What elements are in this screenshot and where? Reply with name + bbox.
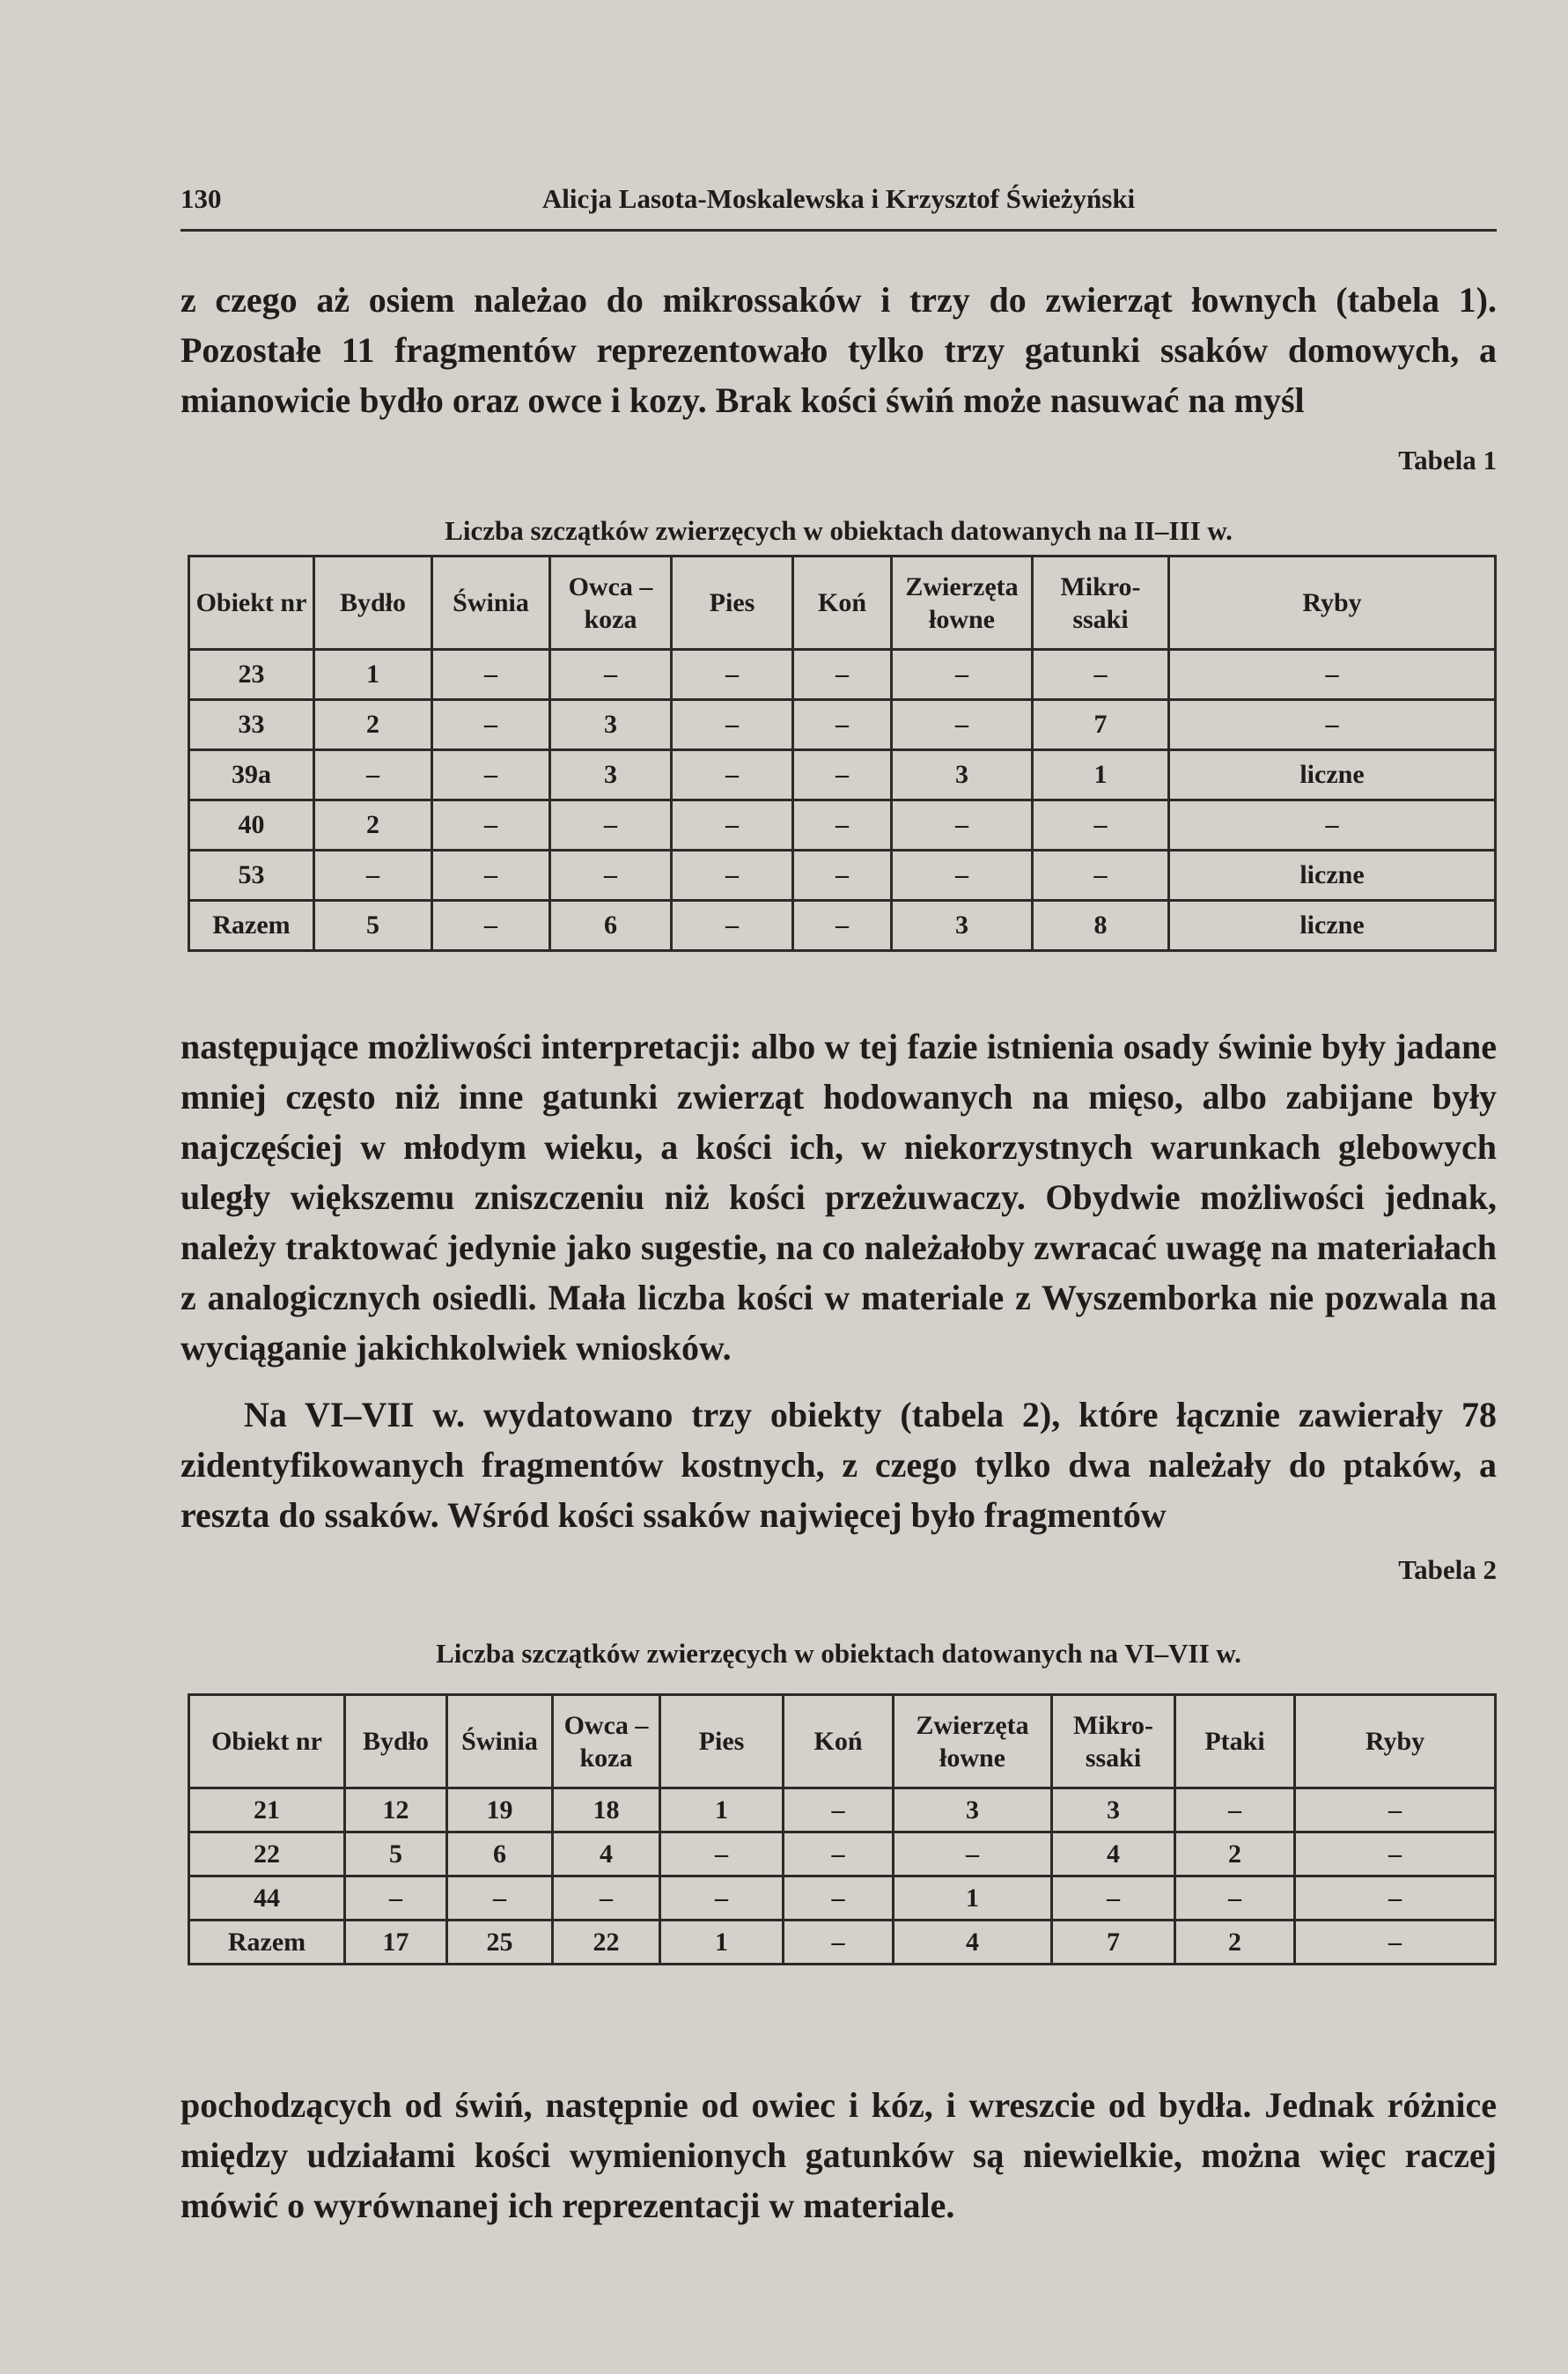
header-cell: Koń <box>784 1695 894 1788</box>
table-cell: – <box>892 851 1033 901</box>
table-cell: 3 <box>550 700 672 750</box>
table-row <box>189 700 1496 750</box>
header-cell: Świnia <box>447 1695 553 1788</box>
table-cell: 4 <box>1052 1832 1175 1876</box>
table-cell: – <box>784 1832 894 1876</box>
table-cell: – <box>892 650 1033 700</box>
table-cell: 3 <box>894 1788 1052 1832</box>
table-cell: 4 <box>894 1921 1052 1965</box>
header-cell: Pies <box>672 557 793 650</box>
table-cell: 2 <box>1175 1921 1295 1965</box>
table-header-row <box>189 557 1496 650</box>
table-cell: – <box>1033 851 1169 901</box>
paragraph-3: Na VI–VII w. wydatowano trzy obiekty (tabela 2), które łącznie zawierały 78 zidentyfikowanych fragmentów kostnych, z czego tylko dwa należały do ptaków, a reszta do ssaków. Wśród kości ssaków najwięcej było fragmentów <box>180 1395 1497 1535</box>
table-cell: – <box>672 700 793 750</box>
page-header <box>180 183 1497 227</box>
table-cell: 1 <box>660 1788 784 1832</box>
header-cell: Mikro-ssaki <box>1052 1695 1175 1788</box>
table-cell: – <box>672 901 793 951</box>
table-cell: 6 <box>447 1832 553 1876</box>
table-cell: – <box>793 800 892 851</box>
page-number: 130 <box>180 183 222 214</box>
table-cell: 1 <box>1033 750 1169 800</box>
table-cell: – <box>672 851 793 901</box>
table-row <box>189 1788 1496 1832</box>
table-cell: 7 <box>1052 1921 1175 1965</box>
header-cell: Obiekt nr <box>189 1695 345 1788</box>
table-cell: – <box>432 650 550 700</box>
table-cell: 2 <box>1175 1832 1295 1876</box>
table-cell: – <box>793 700 892 750</box>
table-cell: – <box>432 901 550 951</box>
running-head: Alicja Lasota-Moskalewska i Krzysztof Świeżyński <box>541 183 1136 214</box>
table-cell: – <box>784 1876 894 1921</box>
table-cell: 22 <box>553 1921 660 1965</box>
table-cell: – <box>432 700 550 750</box>
table-cell: 25 <box>447 1921 553 1965</box>
header-rule <box>180 229 1497 232</box>
table-cell: 1 <box>894 1876 1052 1921</box>
table-cell: – <box>550 650 672 700</box>
table-row <box>189 650 1496 700</box>
table-cell: Razem <box>189 901 314 951</box>
table-cell: – <box>1169 800 1496 851</box>
table-cell: – <box>793 650 892 700</box>
header-cell: Ryby <box>1295 1695 1496 1788</box>
table-cell: – <box>314 851 432 901</box>
table-cell: 21 <box>189 1788 345 1832</box>
table-cell: – <box>1052 1876 1175 1921</box>
table-cell: – <box>793 750 892 800</box>
table-cell: liczne <box>1169 901 1496 951</box>
table-cell: Razem <box>189 1921 345 1965</box>
table-cell: – <box>432 750 550 800</box>
header-cell: Ptaki <box>1175 1695 1295 1788</box>
table-cell: – <box>892 800 1033 851</box>
table-cell: 3 <box>892 750 1033 800</box>
table-cell: 2 <box>314 800 432 851</box>
table-2-title: Liczba szczątków zwierzęcych w obiektach datowanych na VI–VII w. <box>436 1638 1241 1669</box>
table-cell: liczne <box>1169 851 1496 901</box>
table-cell: – <box>432 851 550 901</box>
table-cell: 7 <box>1033 700 1169 750</box>
table-cell: 19 <box>447 1788 553 1832</box>
table-cell: 4 <box>553 1832 660 1876</box>
table-cell: 8 <box>1033 901 1169 951</box>
table-cell: 3 <box>892 901 1033 951</box>
header-cell: Owca – koza <box>553 1695 660 1788</box>
table-cell: 1 <box>660 1921 784 1965</box>
header-cell: Zwierzęta łowne <box>892 557 1033 650</box>
table-row <box>189 851 1496 901</box>
table-1-title: Liczba szczątków zwierzęcych w obiektach datowanych na II–III w. <box>445 515 1233 546</box>
table-1 <box>188 555 1497 952</box>
table-cell: 53 <box>189 851 314 901</box>
table-cell: – <box>447 1876 553 1921</box>
table-cell: – <box>1169 650 1496 700</box>
table-total-row <box>189 901 1496 951</box>
table-total-row <box>189 1921 1496 1965</box>
table-cell: 3 <box>550 750 672 800</box>
table-row <box>189 1832 1496 1876</box>
header-cell: Mikro-ssaki <box>1033 557 1169 650</box>
table-cell: – <box>672 650 793 700</box>
table-cell: – <box>1169 700 1496 750</box>
table-header-row <box>189 1695 1496 1788</box>
header-cell: Zwierzęta łowne <box>894 1695 1052 1788</box>
table-cell: 3 <box>1052 1788 1175 1832</box>
table-cell: – <box>894 1832 1052 1876</box>
table-cell: 5 <box>345 1832 447 1876</box>
table-cell: – <box>672 750 793 800</box>
paragraph-1: z czego aż osiem należao do mikrossaków i trzy do zwierząt łownych (tabela 1). Pozostałe 11 fragmentów reprezentowało tylko trzy gatunki ssaków domowych, a mianowicie bydło oraz owce i kozy. Brak kości świń może nasuwać na myśl <box>180 280 1497 420</box>
table-cell: – <box>1175 1788 1295 1832</box>
table-cell: – <box>314 750 432 800</box>
table-cell: 12 <box>345 1788 447 1832</box>
table-cell: – <box>550 800 672 851</box>
paragraph-2: następujące możliwości interpretacji: albo w tej fazie istnienia osady świnie były jadane mniej często niż inne gatunki zwierząt hodowanych na mięso, albo zabijane były najczęściej w młodym wieku, a kości ich, w niekorzystnych warunkach glebowych uległy większemu zniszczeniu niż kości przeżuwaczy. Obydwie możliwości jednak, należy traktować jedynie jako sugestie, na co należałoby zwracać uwagę na materiałach z analogicznych osiedli. Mała liczba kości w materiale z Wyszemborka nie pozwala na wyciąganie jakichkolwiek wniosków. <box>180 1027 1497 1368</box>
table-cell: – <box>1175 1876 1295 1921</box>
table-cell: 39a <box>189 750 314 800</box>
header-cell: Świnia <box>432 557 550 650</box>
table-1-caption: Tabela 1 <box>1398 445 1497 476</box>
table-cell: – <box>1033 800 1169 851</box>
header-cell: Ryby <box>1169 557 1496 650</box>
paragraph-4: pochodzących od świń, następnie od owiec i kóz, i wreszcie od bydła. Jednak różnice między udziałami kości wymienionych gatunków są niewielkie, można więc raczej mówić o wyrównanej ich reprezentacji w materiale. <box>180 2085 1497 2225</box>
table-2 <box>188 1693 1497 1965</box>
header-cell: Bydło <box>314 557 432 650</box>
table-2-caption: Tabela 2 <box>1398 1554 1497 1585</box>
table-cell: – <box>432 800 550 851</box>
table-cell: – <box>793 901 892 951</box>
table-cell: – <box>553 1876 660 1921</box>
header-cell: Bydło <box>345 1695 447 1788</box>
table-cell: 18 <box>553 1788 660 1832</box>
table-cell: – <box>1295 1876 1496 1921</box>
table-cell: 5 <box>314 901 432 951</box>
table-cell: 1 <box>314 650 432 700</box>
table-cell: – <box>660 1832 784 1876</box>
table-cell: 33 <box>189 700 314 750</box>
table-cell: 6 <box>550 901 672 951</box>
table-row <box>189 1876 1496 1921</box>
table-cell: – <box>550 851 672 901</box>
header-cell: Pies <box>660 1695 784 1788</box>
table-cell: – <box>784 1921 894 1965</box>
table-cell: 2 <box>314 700 432 750</box>
table-cell: 40 <box>189 800 314 851</box>
table-cell: liczne <box>1169 750 1496 800</box>
table-cell: 22 <box>189 1832 345 1876</box>
table-cell: – <box>1033 650 1169 700</box>
table-cell: – <box>1295 1788 1496 1832</box>
header-cell: Koń <box>793 557 892 650</box>
table-cell: 44 <box>189 1876 345 1921</box>
table-cell: 23 <box>189 650 314 700</box>
table-cell: – <box>345 1876 447 1921</box>
table-cell: – <box>892 700 1033 750</box>
table-cell: 17 <box>345 1921 447 1965</box>
table-cell: – <box>1295 1921 1496 1965</box>
table-cell: – <box>784 1788 894 1832</box>
header-cell: Owca – koza <box>550 557 672 650</box>
table-row <box>189 750 1496 800</box>
table-cell: – <box>1295 1832 1496 1876</box>
table-cell: – <box>672 800 793 851</box>
header-cell: Obiekt nr <box>189 557 314 650</box>
table-cell: – <box>660 1876 784 1921</box>
table-row <box>189 800 1496 851</box>
table-cell: – <box>793 851 892 901</box>
